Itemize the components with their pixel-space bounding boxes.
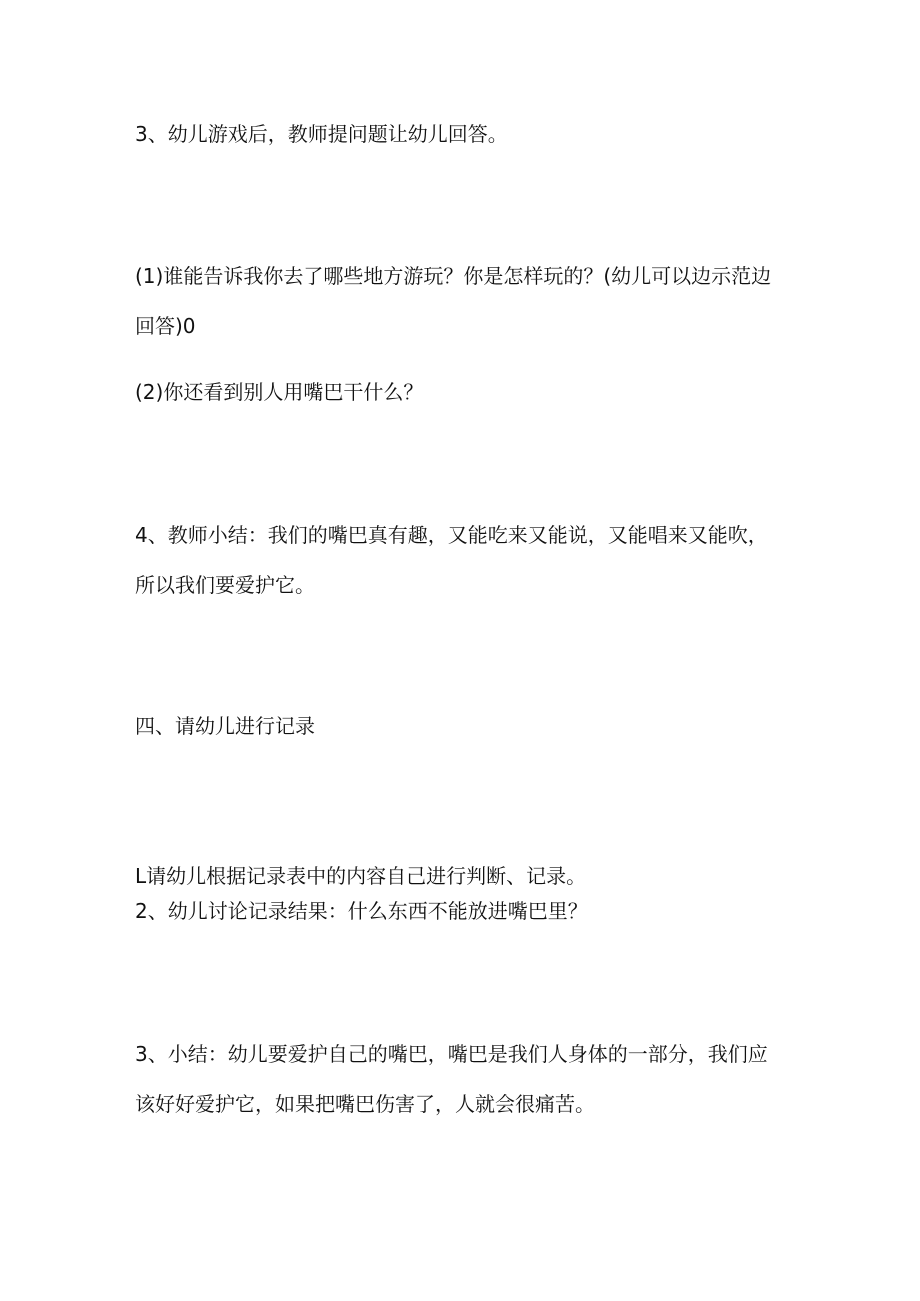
section-heading-4: 四、请幼儿进行记录 <box>135 714 315 738</box>
conclusion-line-2: 该好好爱护它，如果把嘴巴伤害了，人就会很痛苦。 <box>135 1092 595 1116</box>
teacher-summary-line-2: 所以我们要爱护它。 <box>135 573 315 597</box>
conclusion-line-1: 3、小结：幼儿要爱护自己的嘴巴，嘴巴是我们人身体的一部分，我们应 <box>135 1042 768 1066</box>
paragraph-step-3-question: 3、幼儿游戏后，教师提问题让幼儿回答。 <box>135 122 508 146</box>
question-1-line-1: (1)谁能告诉我你去了哪些地方游玩？你是怎样玩的？(幼儿可以边示范边 <box>135 264 772 288</box>
question-1-line-2: 回答)0 <box>135 314 196 338</box>
question-2: (2)你还看到别人用嘴巴干什么？ <box>135 380 424 404</box>
record-step-2: 2、幼儿讨论记录结果：什么东西不能放进嘴巴里？ <box>135 899 588 923</box>
teacher-summary-line-1: 4、教师小结：我们的嘴巴真有趣，又能吃来又能说，又能唱来又能吹， <box>135 523 768 547</box>
record-step-1: L请幼儿根据记录表中的内容自己进行判断、记录。 <box>135 864 587 888</box>
